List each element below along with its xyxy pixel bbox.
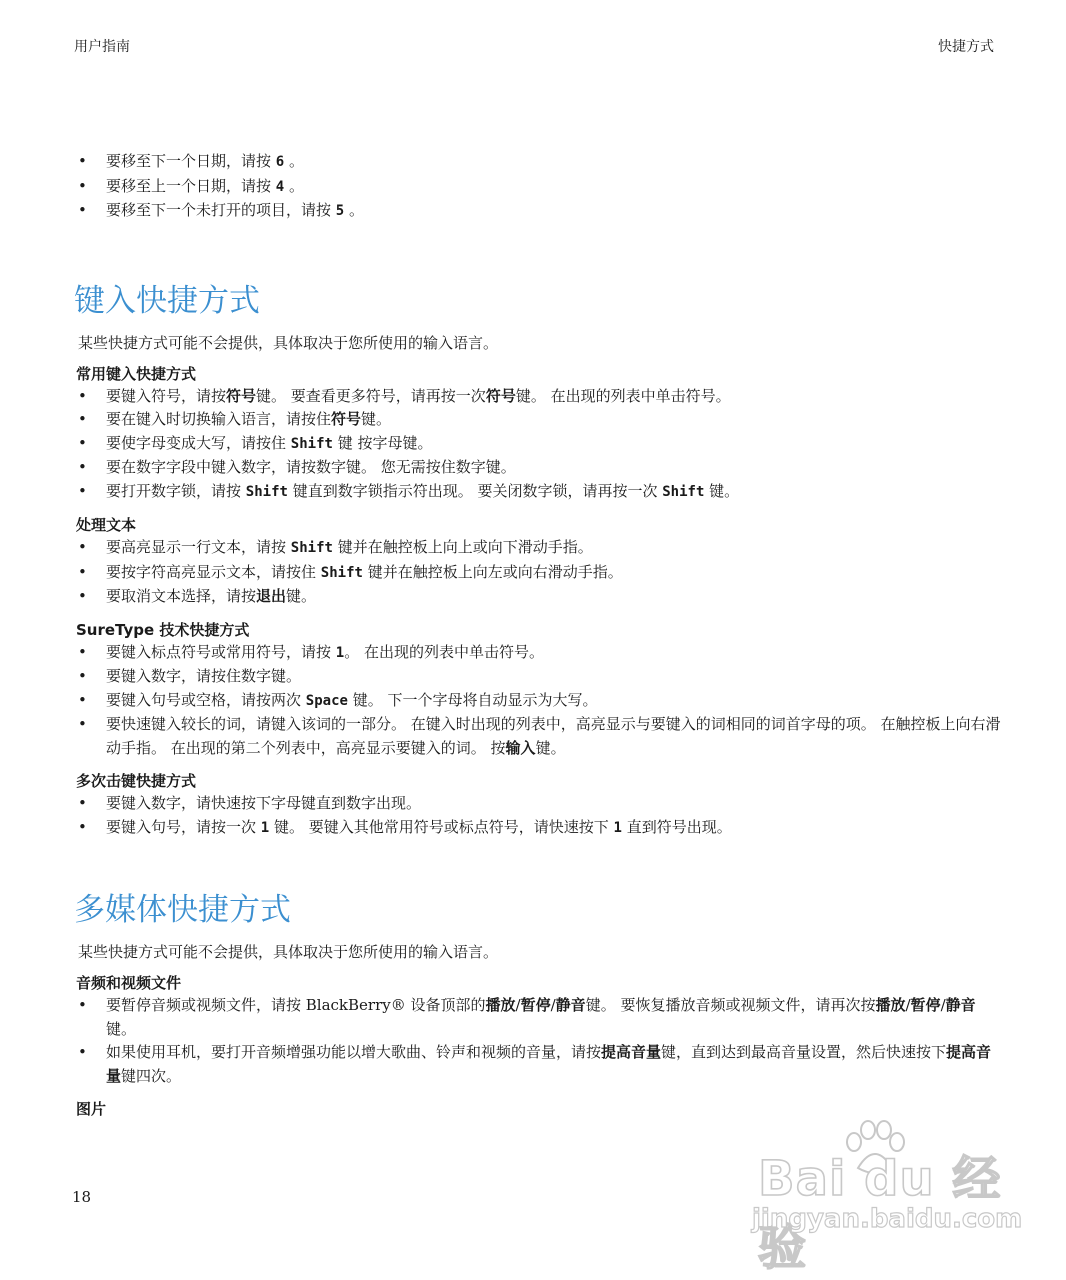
- list-item: • 要高亮显示一行文本，请按 Shift 键并在触控板上向上或向下滑动手指。: [78, 538, 593, 556]
- list-item: • 要移至下一个未打开的项目，请按 5 。: [78, 201, 364, 219]
- calendar-nav-list: [74, 150, 1004, 224]
- list-item: • 要暂停音频或视频文件，请按 BlackBerry® 设备顶部的播放/暂停/静音键。 要恢复播放音频或视频文件，请再次按播放/暂停/静音键。: [78, 996, 976, 1038]
- list-item: • 要键入句号或空格，请按两次 Space 键。 下一个字母将自动显示为大写。: [78, 690, 598, 709]
- subsection-heading-multitap: 多次击键快捷方式: [76, 772, 197, 790]
- page-content: [74, 150, 1004, 1120]
- subsection-heading-common: 常用键入快捷方式: [76, 364, 197, 383]
- list-item: • 要键入数字，请快速按下字母键直到数字出现。: [78, 794, 422, 812]
- list-item: • 要移至下一个日期，请按 6 。: [78, 152, 304, 170]
- section-intro: 某些快捷方式可能不会提供，具体取决于您所使用的输入语言。: [78, 943, 499, 961]
- section-title-typing: 键入快捷方式: [74, 282, 260, 319]
- watermark-url: jingyan.baidu.com: [752, 1204, 1023, 1234]
- page-number: 18: [72, 1188, 92, 1206]
- list-item: • 要快速键入较长的词，请键入该词的一部分。 在键入时出现的列表中，高亮显示与要键入的词相同的词首字母的项。 在触控板上向右滑动手指。 在出现的第二个列表中，高亮显示要键入的词。 按输入键。: [78, 715, 1001, 757]
- list-item: • 要移至上一个日期，请按 4 。: [78, 176, 304, 195]
- list-item: • 要按字符高亮显示文本，请按住 Shift 键并在触控板上向左或向右滑动手指。: [78, 562, 623, 581]
- list-item: • 要键入数字，请按住数字键。: [78, 667, 302, 685]
- running-header-right: 快捷方式: [938, 39, 994, 55]
- subsection-heading-pictures: 图片: [76, 1100, 107, 1118]
- watermark-brand: Bai du 经验: [758, 1151, 1002, 1276]
- list-item: • 要打开数字锁，请按 Shift 键直到数字锁指示符出现。 要关闭数字锁，请再按一次 Shift 键。: [78, 481, 740, 500]
- list-item: • 要在键入时切换输入语言，请按住符号键。: [78, 410, 392, 428]
- subsection-heading-text: 处理文本: [76, 516, 137, 534]
- running-header-left: 用户指南: [74, 39, 130, 55]
- list-item: • 要取消文本选择，请按退出键。: [78, 587, 317, 605]
- list-item: • 要键入标点符号或常用符号，请按 1。 在出现的列表中单击符号。: [78, 642, 544, 661]
- list-item: • 要键入符号，请按符号键。 要查看更多符号，请再按一次符号键。 在出现的列表中单击符号。: [78, 386, 731, 405]
- section-title-media: 多媒体快捷方式: [74, 892, 291, 928]
- watermark: [752, 1120, 1023, 1276]
- subsection-heading-av: 音频和视频文件: [76, 974, 182, 992]
- list-item: • 要键入句号，请按一次 1 键。 要键入其他常用符号或标点符号，请快速按下 1 直到符号出现。: [78, 817, 732, 836]
- section-intro: 某些快捷方式可能不会提供，具体取决于您所使用的输入语言。: [78, 333, 499, 352]
- list-item: • 要在数字字段中键入数字，请按数字键。 您无需按住数字键。: [78, 458, 516, 476]
- list-item: • 如果使用耳机，要打开音频增强功能以增大歌曲、铃声和视频的音量，请按提高音量键，直到达到最高音量设置，然后快速按下提高音量键四次。: [78, 1043, 992, 1085]
- list-item: • 要使字母变成大写，请按住 Shift 键 按字母键。: [78, 433, 433, 452]
- subsection-heading-suretype: SureType 技术快捷方式: [76, 620, 250, 639]
